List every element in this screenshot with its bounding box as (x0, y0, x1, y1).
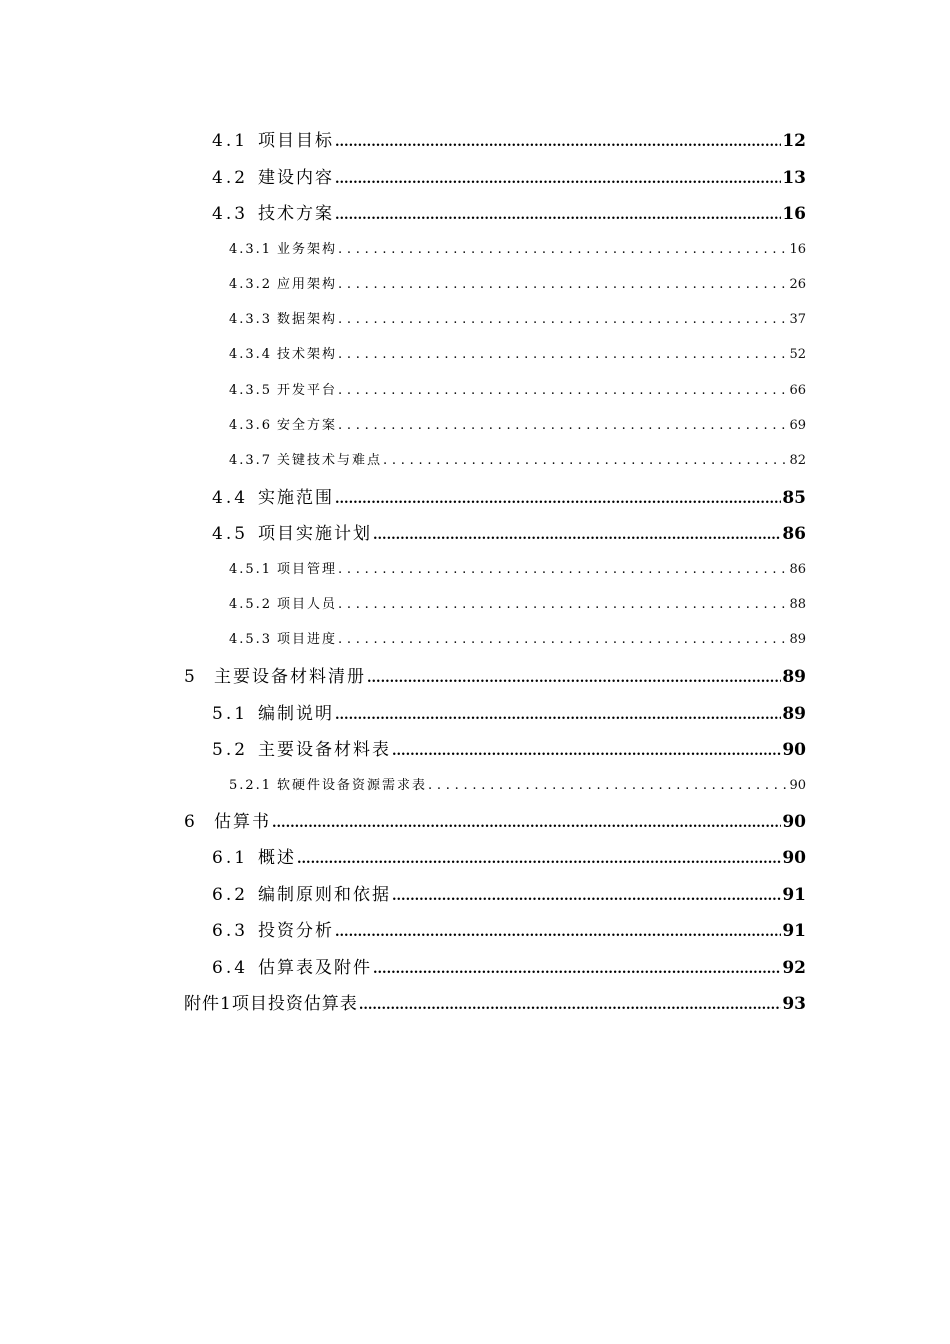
toc-entry-number: 5.2.1 (229, 778, 273, 793)
toc-entry-title: 估算表及附件 (258, 958, 372, 978)
toc-entry[interactable] (212, 916, 806, 942)
toc-entry-title: 编制原则和依据 (258, 885, 391, 905)
toc-entry-title: 数据架构 (277, 312, 338, 327)
toc-entry-title: 开发平台 (277, 383, 338, 398)
toc-entry[interactable] (212, 126, 806, 152)
toc-entry-page: 89 (782, 704, 806, 724)
toc-entry-page: 37 (789, 312, 806, 327)
toc-entry-title: 项目进度 (277, 632, 338, 647)
toc-entry[interactable] (229, 774, 806, 796)
toc-entry-number: 5.2 (212, 740, 249, 760)
toc-entry[interactable] (229, 558, 806, 580)
toc-entry[interactable] (212, 699, 806, 725)
toc-entry-number: 4.5.1 (229, 562, 273, 577)
toc-entry-number: 6.1 (212, 848, 249, 868)
dot-leader (338, 597, 788, 612)
toc-entry[interactable] (184, 989, 806, 1015)
dot-leader (392, 740, 781, 760)
toc-entry-page: 66 (789, 383, 806, 398)
toc-entry-page: 13 (782, 168, 806, 188)
dot-leader (338, 277, 788, 292)
dot-leader (338, 632, 788, 647)
toc-entry[interactable] (212, 843, 806, 869)
dot-leader (338, 347, 788, 362)
toc-entry-title: 编制说明 (258, 704, 334, 724)
toc-entry-number: 4.3.1 (229, 242, 273, 257)
toc-entry-page: 91 (782, 885, 806, 905)
toc-entry-title: 建设内容 (258, 168, 334, 188)
toc-entry-title: 项目管理 (277, 562, 338, 577)
toc-entry-number: 4.3.6 (229, 418, 273, 433)
toc-entry[interactable] (184, 807, 806, 833)
toc-entry-title: 投资分析 (258, 921, 334, 941)
toc-entry-title: 项目目标 (258, 131, 334, 151)
toc-entry-number: 6.4 (212, 958, 249, 978)
dot-leader (338, 562, 788, 577)
toc-entry-number: 4.5 (212, 524, 249, 544)
toc-entry-number: 4.3.7 (229, 453, 273, 468)
toc-entry-title: 实施范围 (258, 488, 334, 508)
toc-entry-number: 4.3.3 (229, 312, 273, 327)
toc-entry-page: 52 (789, 347, 806, 362)
toc-entry-page: 86 (782, 524, 806, 544)
toc-entry-page: 90 (789, 778, 806, 793)
toc-entry-title: 项目实施计划 (258, 524, 372, 544)
toc-entry[interactable] (229, 414, 806, 436)
dot-leader (338, 312, 788, 327)
toc-entry-title: 关键技术与难点 (277, 453, 383, 468)
toc-entry-page: 89 (782, 667, 806, 687)
dot-leader (335, 921, 781, 941)
toc-entry-page: 86 (789, 562, 806, 577)
toc-entry-number: 4.3 (212, 204, 249, 224)
dot-leader (335, 131, 781, 151)
dot-leader (392, 885, 781, 905)
toc-entry[interactable] (229, 449, 806, 471)
dot-leader (335, 168, 781, 188)
toc-entry-page: 16 (789, 242, 806, 257)
dot-leader (335, 704, 781, 724)
toc-entry-page: 90 (782, 848, 806, 868)
dot-leader (338, 418, 788, 433)
toc-entry[interactable] (229, 273, 806, 295)
dot-leader (335, 488, 781, 508)
toc-entry-number: 4.3.4 (229, 347, 273, 362)
toc-entry-page: 92 (782, 958, 806, 978)
toc-entry-page: 88 (789, 597, 806, 612)
toc-entry-page: 16 (782, 204, 806, 224)
toc-entry-page: 89 (789, 632, 806, 647)
toc-entry[interactable] (212, 880, 806, 906)
dot-leader (272, 812, 781, 832)
toc-entry[interactable] (229, 343, 806, 365)
toc-entry-title: 安全方案 (277, 418, 338, 433)
toc-entry[interactable] (212, 953, 806, 979)
toc-entry[interactable] (212, 199, 806, 225)
dot-leader (338, 242, 788, 257)
toc-entry-number: 4.5.3 (229, 632, 273, 647)
toc-entry[interactable] (229, 628, 806, 650)
dot-leader (367, 667, 781, 687)
dot-leader (338, 383, 788, 398)
toc-entry-page: 90 (782, 740, 806, 760)
toc-entry-title: 软硬件设备资源需求表 (277, 778, 428, 793)
toc-entry[interactable] (229, 308, 806, 330)
dot-leader (373, 524, 781, 544)
dot-leader (359, 994, 782, 1014)
toc-entry[interactable] (184, 662, 806, 688)
toc-entry-number: 5.1 (212, 704, 249, 724)
toc-entry-page: 26 (789, 277, 806, 292)
toc-entry-number: 5 (184, 667, 195, 687)
toc-entry-number: 6 (184, 812, 195, 832)
toc-entry-number: 4.5.2 (229, 597, 273, 612)
toc-entry-title: 项目人员 (277, 597, 338, 612)
toc-entry-number: 4.1 (212, 131, 249, 151)
toc-entry-page: 93 (782, 994, 806, 1014)
toc-entry[interactable] (212, 735, 806, 761)
toc-entry-title: 技术架构 (277, 347, 338, 362)
toc-entry[interactable] (212, 483, 806, 509)
dot-leader (335, 204, 781, 224)
toc-entry-number: 4.4 (212, 488, 249, 508)
toc-entry-page: 82 (789, 453, 806, 468)
toc-entry[interactable] (229, 379, 806, 401)
toc-entry[interactable] (212, 519, 806, 545)
toc-entry-title: 应用架构 (277, 277, 338, 292)
toc-entry-title: 业务架构 (277, 242, 338, 257)
toc-entry-number: 4.3.5 (229, 383, 273, 398)
dot-leader (383, 453, 788, 468)
toc-entry[interactable] (212, 163, 806, 189)
toc-entry-page: 91 (782, 921, 806, 941)
toc-entry-title: 技术方案 (258, 204, 334, 224)
dot-leader (428, 778, 788, 793)
toc-entry-page: 12 (782, 131, 806, 151)
toc-entry[interactable] (229, 238, 806, 260)
dot-leader (373, 958, 781, 978)
dot-leader (297, 848, 781, 868)
toc-entry-page: 85 (782, 488, 806, 508)
toc-entry-number: 4.3.2 (229, 277, 273, 292)
toc-entry[interactable] (229, 593, 806, 615)
toc-entry-number: 6.3 (212, 921, 249, 941)
toc-entry-title: 概述 (258, 848, 296, 868)
toc-entry-number: 6.2 (212, 885, 249, 905)
toc-entry-title: 估算书 (214, 812, 271, 832)
toc-entry-page: 90 (782, 812, 806, 832)
toc-entry-number: 4.2 (212, 168, 249, 188)
toc-entry-page: 69 (789, 418, 806, 433)
toc-entry-title: 附件1项目投资估算表 (184, 994, 358, 1014)
toc-entry-title: 主要设备材料清册 (214, 667, 366, 687)
toc-entry-title: 主要设备材料表 (258, 740, 391, 760)
